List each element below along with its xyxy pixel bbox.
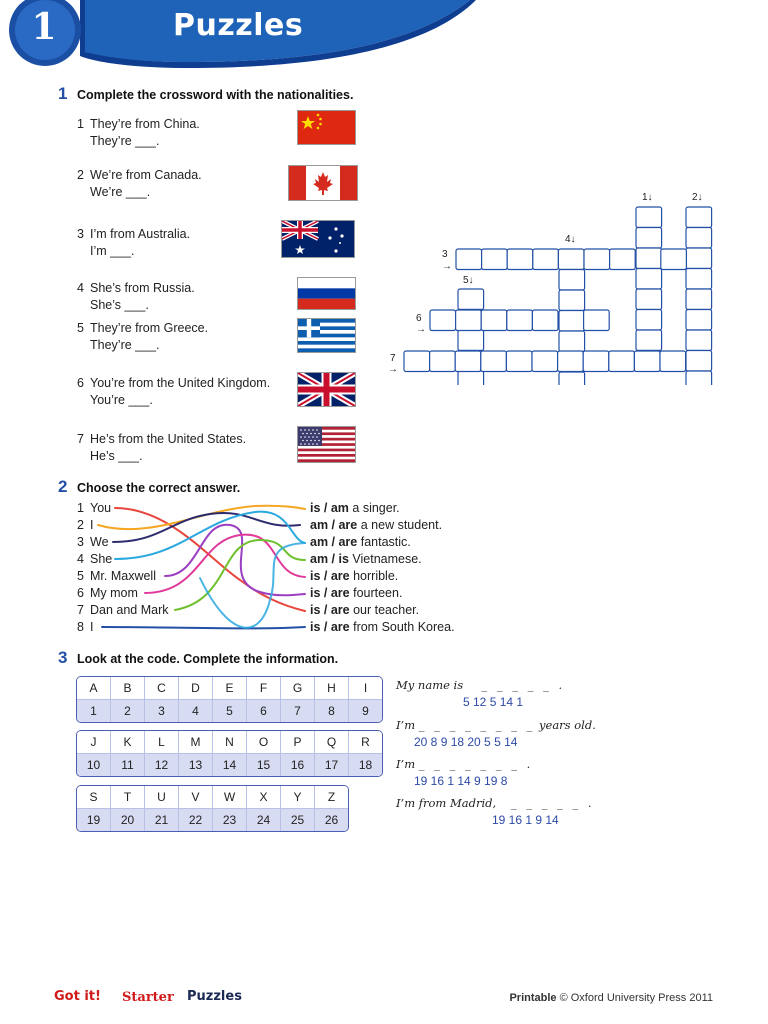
- code-numbers-1: 5 12 5 14 1: [463, 695, 524, 709]
- clue-label-6-across: 6: [416, 313, 422, 324]
- code-cell: [110, 731, 144, 776]
- match-line: [145, 535, 305, 593]
- crossword-cell[interactable]: [532, 351, 558, 372]
- code-letter: C: [145, 677, 178, 699]
- ex1-item-7: 7 He’s from the United States. He’s ___.: [77, 432, 247, 463]
- code-letter: V: [179, 786, 212, 808]
- code-number: 14: [213, 753, 246, 776]
- code-cell: [280, 731, 314, 776]
- ex2-left-column: [77, 500, 169, 636]
- crossword-cell[interactable]: [636, 330, 662, 351]
- crossword-cell[interactable]: [533, 249, 559, 270]
- ex2-right-item: is / are from South Korea.: [310, 620, 455, 634]
- code-table-row-1: [76, 676, 383, 723]
- code-cell: [77, 786, 110, 831]
- greece-flag-icon: [297, 318, 356, 353]
- code-cell: [280, 786, 314, 831]
- ex2-right-item: am / are fantastic.: [310, 535, 411, 549]
- footer-copyright: Printable © Oxford University Press 2011: [509, 992, 713, 1004]
- code-letter: M: [179, 731, 212, 753]
- code-cell: [280, 677, 314, 722]
- crossword-cell[interactable]: [481, 310, 507, 331]
- code-number: 24: [247, 808, 280, 831]
- crossword-cell[interactable]: [609, 351, 635, 372]
- code-letter: G: [281, 677, 314, 699]
- crossword-cell[interactable]: [482, 249, 508, 270]
- australia-flag-icon: [281, 220, 355, 258]
- crossword-cell[interactable]: [584, 249, 610, 270]
- code-letter: K: [111, 731, 144, 753]
- code-cell: [246, 731, 280, 776]
- code-cell: [314, 786, 348, 831]
- crossword-cell[interactable]: [636, 228, 662, 249]
- code-number: 6: [247, 699, 280, 722]
- code-number: 4: [179, 699, 212, 722]
- code-cell: [314, 731, 348, 776]
- code-numbers-2: 20 8 9 18 20 5 5 14: [414, 735, 518, 749]
- code-letter: D: [179, 677, 212, 699]
- code-cell: [314, 677, 348, 722]
- code-table-row-3: [76, 785, 349, 832]
- code-number: 8: [315, 699, 348, 722]
- ex1-item-6: 6 You’re from the United Kingdom. You’re ___.: [77, 376, 271, 407]
- footer-section: Puzzles: [187, 989, 242, 1004]
- code-letter: I: [349, 677, 382, 699]
- code-cell: [77, 731, 110, 776]
- crossword-cell[interactable]: [583, 351, 609, 372]
- crossword-cell[interactable]: [660, 351, 686, 372]
- clue-label-7-across: 7: [390, 353, 396, 364]
- match-line: [175, 540, 305, 610]
- footer-brand-logo: Got it!: [54, 989, 101, 1004]
- code-sentence-1: My name is _ _ _ _ _ .: [396, 678, 566, 692]
- code-cell: [178, 677, 212, 722]
- canada-flag-icon: [288, 165, 358, 201]
- ex1-item-2: 2 We’re from Canada. We’re ___.: [77, 168, 202, 199]
- ex2-left-item: 7 Dan and Mark: [77, 603, 169, 617]
- code-table-row-2: [76, 730, 383, 777]
- crossword-cell[interactable]: [686, 248, 712, 269]
- code-cell: [144, 731, 178, 776]
- crossword-cell[interactable]: [430, 310, 456, 331]
- crossword-cell[interactable]: [636, 310, 662, 331]
- crossword-cell[interactable]: [532, 310, 558, 331]
- code-cell: [246, 786, 280, 831]
- crossword-cell[interactable]: [404, 351, 430, 372]
- code-letter: X: [247, 786, 280, 808]
- clue-label-4-down: 4↓: [565, 234, 576, 245]
- code-letter: U: [145, 786, 178, 808]
- crossword-cell[interactable]: [686, 310, 712, 331]
- crossword-cell[interactable]: [506, 351, 532, 372]
- crossword-cell[interactable]: [584, 310, 610, 331]
- code-number: 7: [281, 699, 314, 722]
- crossword-cell[interactable]: [456, 310, 482, 331]
- crossword-cell[interactable]: [636, 207, 662, 228]
- ex2-right-item: is / are horrible.: [310, 569, 399, 583]
- crossword-cell[interactable]: [559, 331, 585, 352]
- ex2-left-item: 4 She: [77, 552, 113, 566]
- crossword-cell[interactable]: [686, 351, 712, 372]
- crossword-cell[interactable]: [686, 228, 712, 249]
- code-letter: R: [349, 731, 382, 753]
- code-cell: [77, 677, 110, 722]
- code-number: 22: [179, 808, 212, 831]
- crossword-grid: [380, 185, 720, 385]
- ex1-item-3: 3 I’m from Australia. I’m ___.: [77, 227, 191, 258]
- crossword-cell[interactable]: [458, 371, 484, 385]
- code-number: 9: [349, 699, 382, 722]
- crossword-cell[interactable]: [559, 290, 585, 311]
- code-letter: H: [315, 677, 348, 699]
- code-cell: [348, 731, 382, 776]
- code-cell: [212, 677, 246, 722]
- match-line: [200, 543, 305, 628]
- china-flag-icon: [297, 110, 356, 145]
- arrow-right-icon: →: [388, 364, 398, 375]
- crossword-cell[interactable]: [636, 269, 662, 290]
- exercise-1-number: 1: [58, 84, 68, 103]
- ex2-left-item: 5 Mr. Maxwell: [77, 569, 156, 583]
- unit-number: 1: [31, 6, 57, 48]
- crossword-cell[interactable]: [610, 249, 636, 270]
- exercise-2-instruction: Choose the correct answer.: [77, 481, 241, 495]
- code-number: 19: [77, 808, 110, 831]
- code-sentence-2: I’m _ _ _ _ _ _ _ _ years old.: [396, 718, 596, 732]
- code-number: 26: [315, 808, 348, 831]
- crossword-cell[interactable]: [558, 351, 584, 372]
- clue-label-1-down: 1↓: [642, 192, 653, 203]
- clue-label-5-down: 5↓: [463, 275, 474, 286]
- ex2-left-item: 2 I: [77, 518, 94, 532]
- crossword-cell[interactable]: [686, 330, 712, 351]
- ex2-left-item: 3 We: [77, 535, 109, 549]
- code-number: 11: [111, 753, 144, 776]
- crossword-cell[interactable]: [481, 351, 507, 372]
- code-letter: N: [213, 731, 246, 753]
- crossword-cell[interactable]: [456, 249, 482, 270]
- crossword-cell[interactable]: [559, 372, 585, 385]
- crossword-cell[interactable]: [636, 289, 662, 310]
- code-letter: J: [77, 731, 110, 753]
- clue-label-2-down: 2↓: [692, 192, 703, 203]
- code-sentence-4: I’m from Madrid, _ _ _ _ _ .: [396, 796, 595, 810]
- crossword-cell[interactable]: [559, 311, 585, 332]
- code-letter: Y: [281, 786, 314, 808]
- code-number: 5: [213, 699, 246, 722]
- code-letter: O: [247, 731, 280, 753]
- code-cell: [246, 677, 280, 722]
- crossword-cell[interactable]: [634, 351, 660, 372]
- code-letter: S: [77, 786, 110, 808]
- crossword-cell[interactable]: [458, 330, 484, 351]
- exercise-1-instruction: Complete the crossword with the nationalities.: [77, 88, 354, 102]
- ex2-right-item: am / are a new student.: [310, 518, 443, 532]
- russia-flag-icon: [297, 277, 356, 310]
- code-number: 1: [77, 699, 110, 722]
- crossword-cell[interactable]: [661, 249, 687, 270]
- code-number: 12: [145, 753, 178, 776]
- exercise-2-number: 2: [58, 477, 68, 496]
- code-letter: L: [145, 731, 178, 753]
- code-number: 3: [145, 699, 178, 722]
- code-letter: A: [77, 677, 110, 699]
- code-letter: W: [213, 786, 246, 808]
- ex1-item-5: 5 They’re from Greece. They’re ___.: [77, 321, 209, 352]
- crossword-cell[interactable]: [636, 248, 662, 269]
- footer-level: Starter: [122, 990, 174, 1005]
- code-sentence-3: I’m _ _ _ _ _ _ _ .: [396, 757, 534, 771]
- code-number: 23: [213, 808, 246, 831]
- code-cell: [110, 677, 144, 722]
- crossword-cell[interactable]: [558, 249, 584, 270]
- ex1-item-4: 4 She’s from Russia. She’s ___.: [77, 281, 195, 312]
- code-number: 21: [145, 808, 178, 831]
- crossword-cell[interactable]: [559, 270, 585, 291]
- header-banner: [0, 0, 768, 80]
- code-letter: F: [247, 677, 280, 699]
- ex2-left-item: 1 You: [77, 501, 112, 515]
- code-number: 18: [349, 753, 382, 776]
- exercise-3-instruction: Look at the code. Complete the information.: [77, 652, 339, 666]
- crossword-cell[interactable]: [686, 269, 712, 290]
- code-letter: T: [111, 786, 144, 808]
- code-cell: [178, 786, 212, 831]
- code-number: 16: [281, 753, 314, 776]
- crossword-cell[interactable]: [686, 289, 712, 310]
- ex2-right-item: is / am a singer.: [310, 501, 400, 515]
- code-number: 17: [315, 753, 348, 776]
- code-cell: [110, 786, 144, 831]
- ex2-right-item: is / are fourteen.: [310, 586, 403, 600]
- crossword-cell[interactable]: [455, 351, 481, 372]
- ex2-right-item: is / are our teacher.: [310, 603, 420, 617]
- code-number: 2: [111, 699, 144, 722]
- code-number: 25: [281, 808, 314, 831]
- code-cell: [144, 677, 178, 722]
- code-number: 10: [77, 753, 110, 776]
- ex1-item-1: 1 They’re from China. They’re ___.: [77, 117, 200, 148]
- crossword-cell[interactable]: [507, 249, 533, 270]
- code-number: 13: [179, 753, 212, 776]
- code-letter: Q: [315, 731, 348, 753]
- crossword-cell[interactable]: [686, 207, 712, 228]
- code-cell: [348, 677, 382, 722]
- arrow-right-icon: →: [416, 324, 426, 335]
- crossword-cell[interactable]: [507, 310, 533, 331]
- code-cell: [212, 731, 246, 776]
- uk-flag-icon: [297, 372, 356, 407]
- code-numbers-4: 19 16 1 9 14: [492, 813, 559, 827]
- ex2-left-item: 8 I: [77, 620, 94, 634]
- code-cell: [212, 786, 246, 831]
- code-cell: [178, 731, 212, 776]
- ex2-right-column: [310, 500, 455, 636]
- page-title: Puzzles: [173, 8, 304, 43]
- crossword-cell[interactable]: [458, 289, 484, 310]
- clue-label-3-across: 3: [442, 249, 448, 260]
- code-letter: P: [281, 731, 314, 753]
- exercise-3-number: 3: [58, 648, 68, 667]
- code-letter: E: [213, 677, 246, 699]
- code-number: 20: [111, 808, 144, 831]
- code-letter: Z: [315, 786, 348, 808]
- crossword-cell[interactable]: [686, 371, 712, 385]
- crossword-cell[interactable]: [430, 351, 456, 372]
- usa-flag-icon: [297, 426, 356, 463]
- ex2-left-item: 6 My mom: [77, 586, 138, 600]
- code-letter: B: [111, 677, 144, 699]
- arrow-right-icon: →: [442, 261, 452, 272]
- code-cell: [144, 786, 178, 831]
- code-numbers-3: 19 16 1 14 9 19 8: [414, 774, 508, 788]
- code-number: 15: [247, 753, 280, 776]
- ex2-right-item: am / is Vietnamese.: [310, 552, 422, 566]
- match-line: [165, 525, 305, 596]
